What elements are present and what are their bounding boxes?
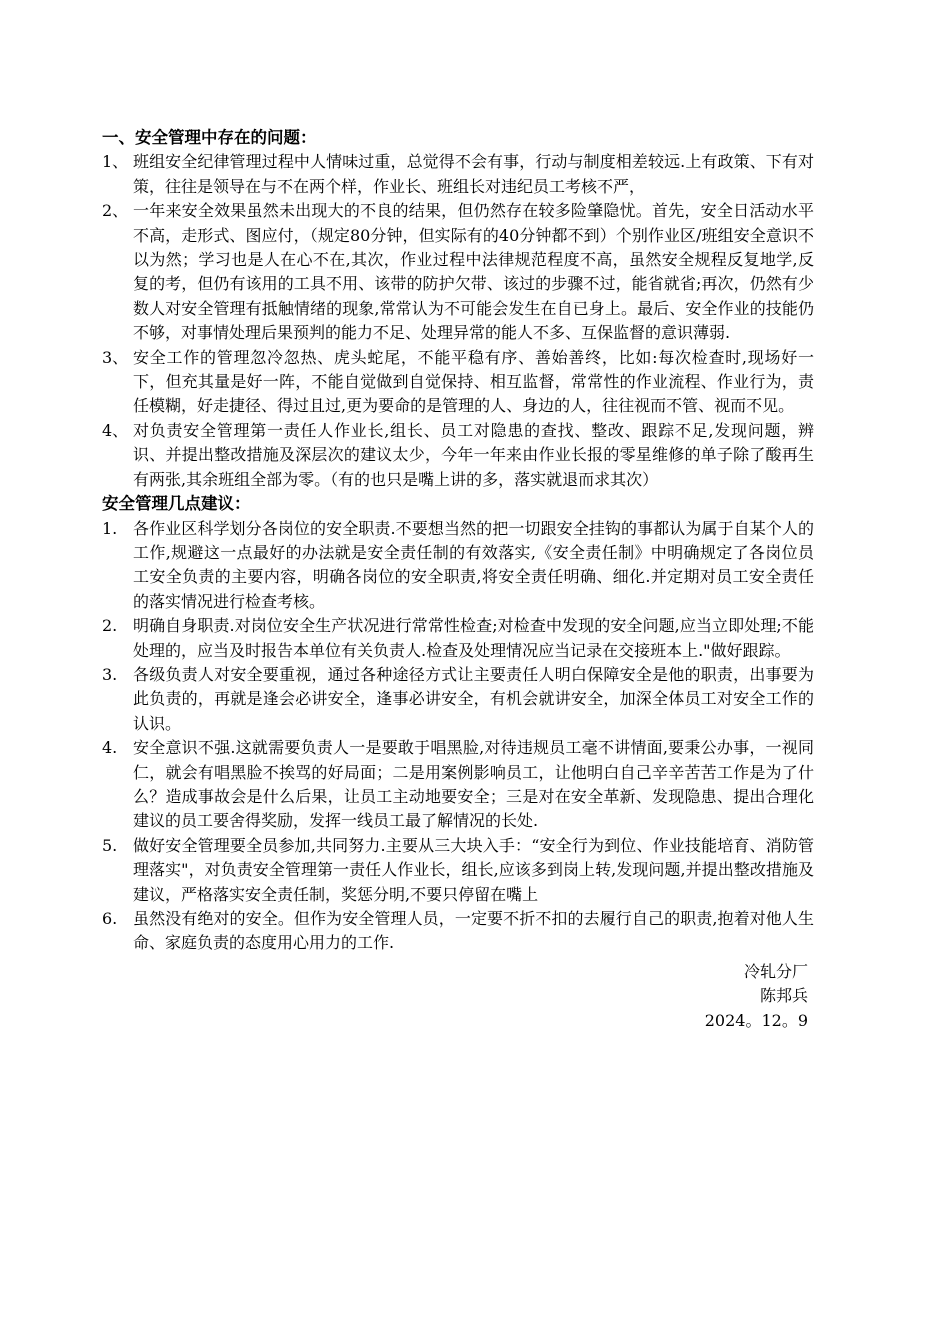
list-item [102,907,814,956]
list-item [102,150,814,199]
list-item [102,517,814,615]
item-text: 班组安全纪律管理过程中人情味过重，总觉得不会有事，行动与制度相差较远.上有政策、下有对策，往往是领导在与不在两个样，作业长、班组长对违纪员工考核不严， [133,152,814,196]
list-item [102,736,814,834]
item-number: 4. [102,738,118,758]
item-number: 4、 [102,420,129,440]
signature-name: 陈邦兵 [759,986,808,1006]
signature-date: 2024。12。9 [704,1010,808,1030]
item-number: 5. [102,835,118,855]
item-text: 一年来安全效果虽然未出现大的不良的结果，但仍然存在较多险肇隐忧。首先，安全日活动水平不高，走形式、图应付，（规定80分钟，但实际有的40分钟都不到）个别作业区/班组安全意识不以为然；学习也是人在心不在,其次，作业过程中法律规范程度不高，虽然安全规程反复地学,反复的考，但仍有该用的工具不用、该带的防护欠带、该过的步骤不过，能省就省;再次，仍然有少数人对安全管理有抵触情绪的现象,常常认为不可能会发生在自已身上。最后、安全作业的技能仍不够，对事情处理后果预判的能力不足、处理异常的能人不多、互保监督的意识薄弱. [133,201,814,343]
item-number: 1. [102,518,118,538]
list-item [102,199,814,345]
list-item [102,834,814,907]
item-text: 安全意识不强.这就需要负责人一是要敢于唱黑脸,对待违规员工毫不讲情面,要秉公办事，一视同仁，就会有唱黑脸不挨骂的好局面；二是用案例影响员工，让他明白自己辛辛苦苦工作是为了什么？造成事故会是什么后果，让员工主动地要安全；三是对在安全革新、发现隐患、提出合理化建议的员工要舍得奖励，发挥一线员工最了解情况的长处. [133,738,814,831]
item-text: 各作业区科学划分各岗位的安全职责.不要想当然的把一切跟安全挂钩的事都认为属于自某个人的工作,规避这一点最好的办法就是安全责任制的有效落实,《安全责任制》中明确规定了各岗位员工安全负责的主要内容，明确各岗位的安全职责,将安全责任明确、细化.并定期对员工安全责任的落实情况进行检查考核。 [133,518,814,611]
item-number: 3. [102,664,118,684]
list-item [102,419,814,492]
item-number: 1、 [102,152,129,172]
item-number: 3、 [102,347,129,367]
section-heading-problems: 一、安全管理中存在的问题： [102,128,317,147]
list-item [102,663,814,736]
item-text: 虽然没有绝对的安全。但作为安全管理人员，一定要不折不扣的去履行自己的职责,抱着对他人生命、家庭负责的态度用心用力的工作. [133,909,814,953]
item-number: 2. [102,616,118,636]
item-number: 6. [102,909,118,928]
list-item [102,614,814,663]
item-text: 安全工作的管理忽冷忽热、虎头蛇尾，不能平稳有序、善始善终，比如:每次检查时,现场好一下，但充其量是好一阵，不能自觉做到自觉保持、相互监督，常常性的作业流程、作业行为，责任模糊，好走捷径、得过且过,更为要命的是管理的人、身边的人，往往视而不管、视而不见。 [133,347,814,416]
item-number: 2、 [102,201,129,221]
signature-department: 冷轧分厂 [743,961,808,981]
signature-block [102,960,808,1033]
document-body [102,126,814,1033]
item-text: 明确自身职责.对岗位安全生产状况进行常常性检查;对检查中发现的安全问题,应当立即处理;不能处理的，应当及时报告本单位有关负责人.检查及处理情况应当记录在交接班本上."做好跟踪。 [133,616,814,660]
section-heading-suggestions: 安全管理几点建议： [102,494,251,514]
item-text: 各级负责人对安全要重视，通过各种途径方式让主要责任人明白保障安全是他的职责，出事要为此负责的，再就是逢会必讲安全，逢事必讲安全，有机会就讲安全，加深全体员工对安全工作的认识。 [133,664,814,733]
item-text: 做好安全管理要全员参加,共同努力.主要从三大块入手：“安全行为到位、作业技能培育、消防管理落实"，对负责安全管理第一责任人作业长，组长,应该多到岗上转,发现问题,并提出整改措施及建议，严格落实安全责任制，奖惩分明,不要只停留在嘴上 [133,835,814,904]
item-text: 对负责安全管理第一责任人作业长,组长、员工对隐患的查找、整改、跟踪不足,发现问题，辨识、并提出整改措施及深层次的建议太少，今年一年来由作业长报的零星维修的单子除了酸再生有两张,其余班组全部为零。（有的也只是嘴上讲的多，落实就退而求其次） [133,420,814,489]
list-item [102,346,814,419]
